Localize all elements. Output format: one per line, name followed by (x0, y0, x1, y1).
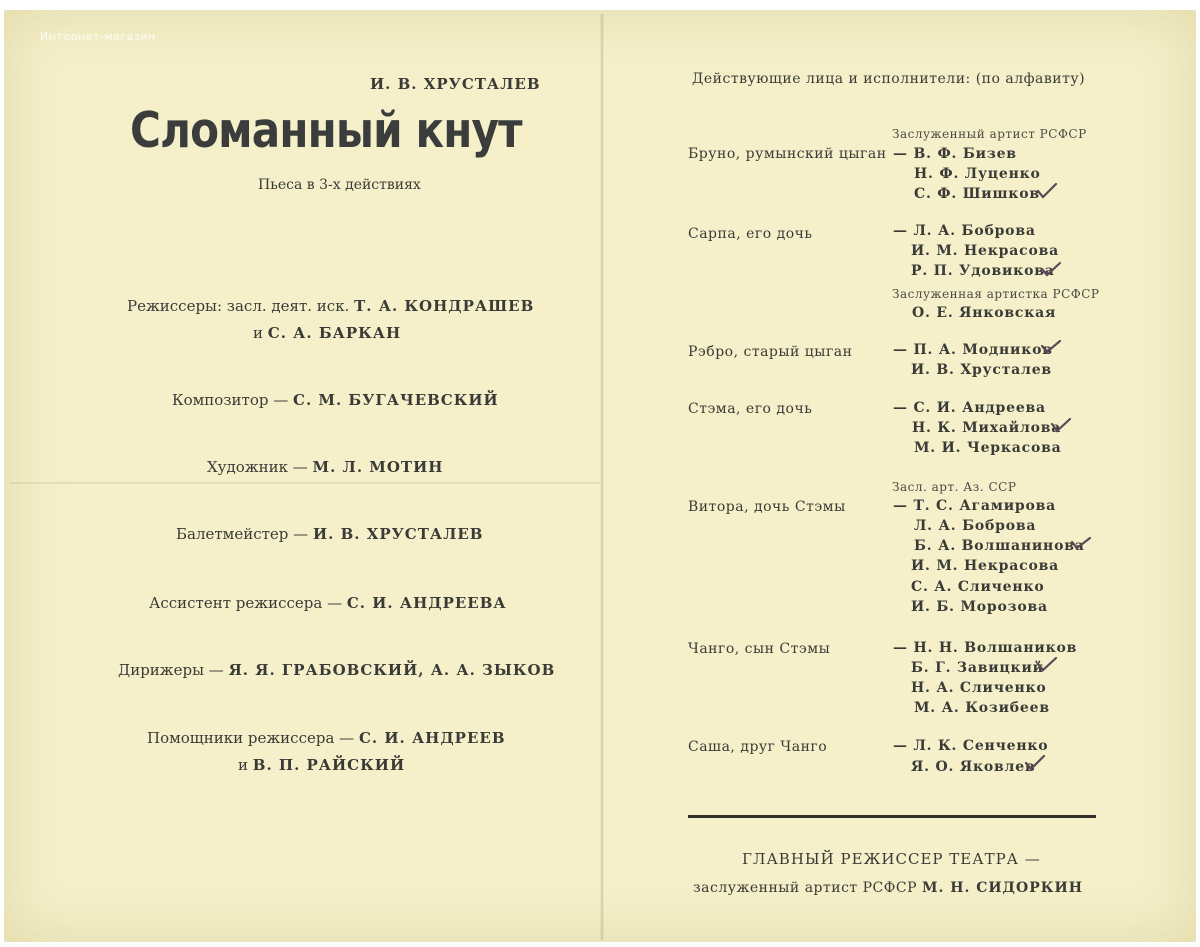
pencil-check-icon (1036, 182, 1058, 200)
actor-name: — Н. Н. Волшаников (893, 640, 1078, 656)
credit-assistant-director (149, 594, 507, 612)
actor-name: — Л. А. Боброва (893, 223, 1036, 239)
chief-director-name: М. Н. СИДОРКИН (921, 880, 1083, 896)
role-sasha: Саша, друг Чанго (688, 739, 828, 755)
cast-header: Действующие лица и исполнители: (по алфавиту) (692, 71, 1086, 87)
credit-names: В. П. РАЙСКИЙ (252, 756, 406, 774)
credit-assistants (147, 729, 506, 747)
actor-name: Р. П. Удовикова (911, 263, 1055, 279)
role-bruno: Бруно, румынский цыган (688, 146, 887, 162)
role-stema: Стэма, его дочь (688, 401, 813, 417)
credit-names: С. М. БУГАЧЕВСКИЙ (293, 391, 499, 409)
credit-label: и (253, 324, 263, 342)
credit-names: С. И. АНДРЕЕВ (358, 729, 506, 747)
credit-artist (207, 458, 443, 476)
actor-name: С. Ф. Шишков (914, 186, 1040, 202)
credit-names: М. Л. МОТИН (312, 458, 444, 476)
actor-name: Л. А. Боброва (914, 518, 1037, 534)
chief-director-title: ГЛАВНЫЙ РЕЖИССЕР ТЕАТРА — (742, 850, 1041, 868)
credit-label: Художник — (207, 458, 308, 476)
honor-title: Заслуженная артистка РСФСР (892, 287, 1100, 301)
credit-names: Я. Я. ГРАБОВСКИЙ, А. А. ЗЫКОВ (228, 661, 556, 679)
credit-label: Помощники режиссера — (147, 729, 355, 747)
credit-directors-2 (253, 324, 401, 342)
credit-names: Т. А. КОНДРАШЕВ (354, 297, 535, 315)
actor-name: Я. О. Яковлев (911, 759, 1036, 775)
pencil-check-icon (1050, 416, 1072, 434)
pencil-check-icon (1040, 260, 1062, 278)
actor-name: — Л. К. Сенченко (893, 738, 1049, 754)
divider-rule (688, 815, 1096, 818)
role-rebro: Рэбро, старый цыган (688, 344, 853, 360)
credit-conductors (118, 661, 555, 679)
watermark: Интернет-магазин (40, 30, 156, 43)
paper-crease (10, 482, 600, 484)
credit-names: С. А. БАРКАН (267, 324, 402, 342)
actor-name: Н. Ф. Луценко (914, 166, 1041, 182)
actor-name: Н. К. Михайлова (912, 420, 1062, 436)
credit-choreographer (176, 525, 483, 543)
role-chango: Чанго, сын Стэмы (688, 641, 831, 657)
actor-name: И. М. Некрасова (911, 243, 1059, 259)
play-subtitle: Пьеса в 3-х действиях (258, 177, 421, 193)
actor-name: Н. А. Сличенко (911, 680, 1047, 696)
actor-name: — Т. С. Агамирова (893, 498, 1057, 514)
honor-title: Заслуженный артист РСФСР (892, 127, 1087, 141)
credit-label: Режиссеры: засл. деят. иск. (127, 297, 350, 315)
actor-name: М. А. Козибеев (914, 700, 1050, 716)
credit-names: С. И. АНДРЕЕВА (346, 594, 507, 612)
actor-name: И. Б. Морозова (911, 599, 1048, 615)
actor-name: Б. А. Волшанинова (914, 538, 1085, 554)
actor-name: С. А. Сличенко (911, 579, 1045, 595)
play-title: Сломанный кнут (130, 102, 522, 159)
credit-label: и (238, 756, 248, 774)
credit-composer (172, 391, 499, 409)
actor-name: И. В. Хрусталев (911, 362, 1052, 378)
credit-label: Композитор — (172, 391, 289, 409)
actor-name: Б. Г. Завицкий (911, 660, 1044, 676)
credit-names: И. В. ХРУСТАЛЕВ (312, 525, 484, 543)
actor-name: — С. И. Андреева (893, 400, 1046, 416)
center-fold (600, 14, 604, 940)
actor-name: О. Е. Янковская (912, 305, 1057, 321)
pencil-check-icon (1070, 534, 1092, 552)
actor-name: М. И. Черкасова (914, 440, 1062, 456)
chief-director-label: заслуженный артист РСФСР (693, 880, 918, 896)
actor-name: И. М. Некрасова (911, 558, 1059, 574)
credit-label: Дирижеры — (118, 661, 224, 679)
pencil-check-icon (1036, 656, 1058, 674)
credit-label: Ассистент режиссера — (149, 594, 343, 612)
role-vitora: Витора, дочь Стэмы (688, 499, 846, 515)
chief-director-line (693, 880, 1083, 896)
author-name: И. В. ХРУСТАЛЕВ (370, 75, 541, 93)
actor-name: — В. Ф. Бизев (893, 146, 1017, 162)
credit-directors (127, 297, 534, 315)
pencil-check-icon (1040, 338, 1062, 356)
actor-name: — П. А. Модников (893, 342, 1053, 358)
credit-assistants-2 (238, 756, 405, 774)
credit-label: Балетмейстер — (176, 525, 309, 543)
honor-title: Засл. арт. Аз. ССР (892, 480, 1017, 494)
pencil-check-icon (1024, 754, 1046, 772)
role-sarpa: Сарпа, его дочь (688, 226, 813, 242)
